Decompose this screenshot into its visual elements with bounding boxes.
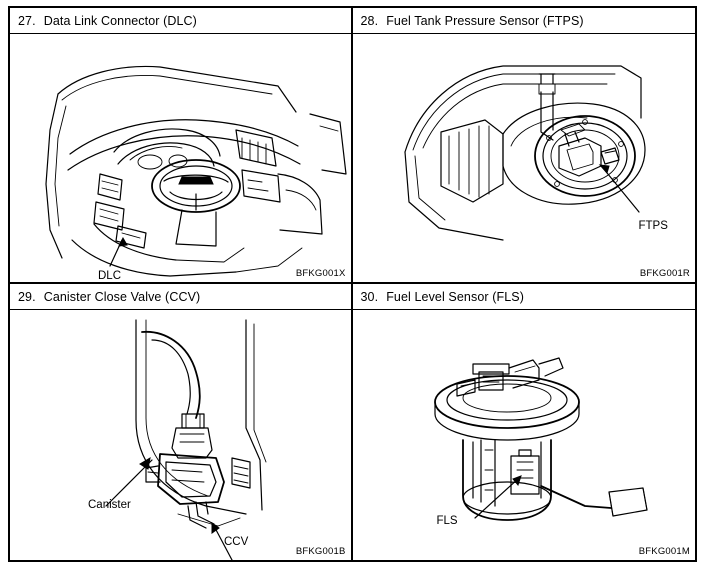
fuel-tank-illustration: [353, 34, 696, 284]
callout-dlc: DLC: [98, 270, 122, 282]
panel-30-number: 30.: [360, 289, 379, 304]
diagram-sheet: [8, 6, 697, 562]
panel-28-title: Fuel Tank Pressure Sensor (FTPS): [386, 13, 584, 28]
panel-27-body: [10, 34, 351, 282]
panel-27-header: [10, 8, 351, 34]
callout-fls: FLS: [436, 515, 458, 527]
panel-28-code: BFKG001R: [639, 268, 690, 279]
panel-30-title: Fuel Level Sensor (FLS): [386, 289, 524, 304]
callout-ccv: CCV: [224, 536, 249, 548]
callout-canister: Canister: [88, 499, 131, 511]
panel-fuel-level-sensor: [353, 284, 696, 560]
panel-canister-close-valve: [10, 284, 353, 560]
panel-30-body: [353, 310, 696, 560]
panel-27-code: BFKG001X: [295, 268, 346, 279]
panel-28-body: [353, 34, 696, 282]
panel-27-title: Data Link Connector (DLC): [43, 13, 197, 28]
fuel-pump-module-illustration: [353, 310, 696, 560]
canister-valve-illustration: [10, 310, 353, 560]
panel-30-header: [353, 284, 696, 310]
panel-28-header: [353, 8, 696, 34]
dashboard-illustration: [10, 34, 353, 284]
panel-data-link-connector: [10, 8, 353, 284]
panel-29-body: [10, 310, 351, 560]
panel-fuel-tank-pressure-sensor: [353, 8, 696, 284]
panel-29-number: 29.: [18, 289, 36, 304]
panel-27-number: 27.: [18, 13, 36, 28]
panel-29-code: BFKG001B: [295, 546, 346, 557]
callout-ftps: FTPS: [638, 220, 668, 232]
panel-29-header: [10, 284, 351, 310]
panel-30-code: BFKG001M: [638, 546, 690, 557]
panel-29-title: Canister Close Valve (CCV): [43, 289, 201, 304]
panel-28-number: 28.: [360, 13, 379, 28]
